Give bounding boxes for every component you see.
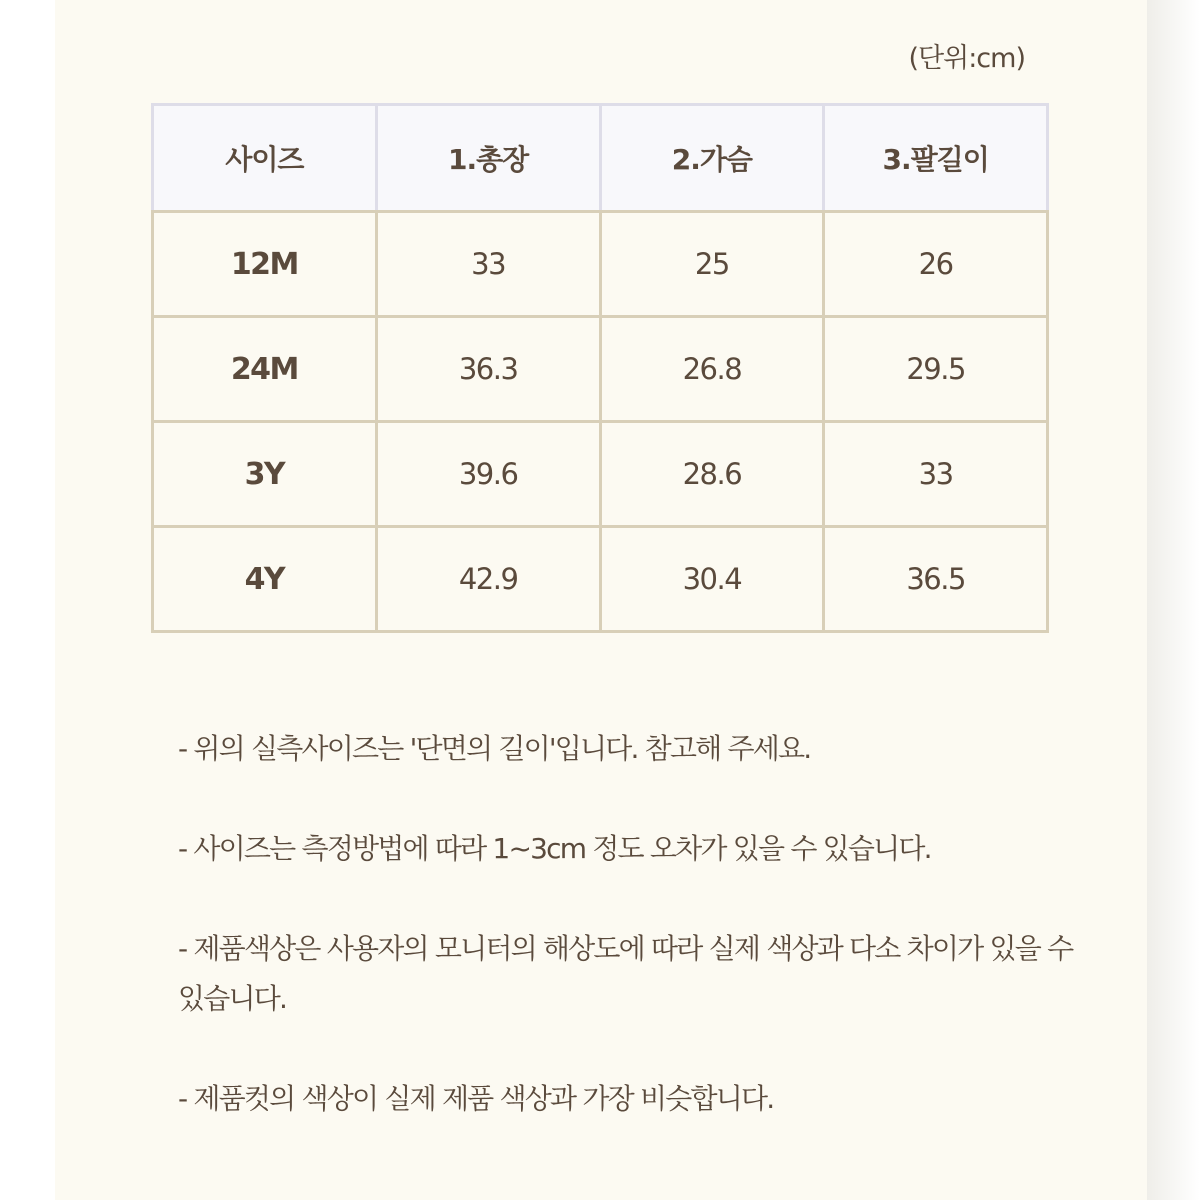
size-cell: 4Y [153, 527, 377, 632]
note-monitor-color: - 제품색상은 사용자의 모니터의 해상도에 따라 실제 색상과 다소 차이가 있을 수 있습니다. [178, 932, 1073, 1015]
chest-cell: 26.8 [600, 317, 824, 422]
total-length-cell: 39.6 [376, 422, 600, 527]
header-sleeve-length: 3.팔길이 [824, 105, 1048, 212]
table-row [153, 422, 1048, 527]
edge-shadow [1147, 0, 1200, 1200]
chest-cell: 25 [600, 212, 824, 317]
total-length-cell: 42.9 [376, 527, 600, 632]
note-tolerance: - 사이즈는 측정방법에 따라 1~3cm 정도 오차가 있을 수 있습니다. [178, 832, 931, 865]
table-row [153, 212, 1048, 317]
total-length-cell: 33 [376, 212, 600, 317]
size-cell: 3Y [153, 422, 377, 527]
size-cell: 12M [153, 212, 377, 317]
unit-label: (단위:cm) [908, 43, 1025, 74]
header-chest: 2.가슴 [600, 105, 824, 212]
table-header-row [153, 105, 1048, 212]
chest-cell: 30.4 [600, 527, 824, 632]
sleeve-length-cell: 26 [824, 212, 1048, 317]
note-measurement: - 위의 실측사이즈는 '단면의 길이'입니다. 참고해 주세요. [178, 732, 811, 765]
sleeve-length-cell: 36.5 [824, 527, 1048, 632]
total-length-cell: 36.3 [376, 317, 600, 422]
chest-cell: 28.6 [600, 422, 824, 527]
sleeve-length-cell: 33 [824, 422, 1048, 527]
notes-list [178, 724, 1078, 1174]
header-total-length: 1.총장 [376, 105, 600, 212]
sleeve-length-cell: 29.5 [824, 317, 1048, 422]
table-row [153, 317, 1048, 422]
header-size: 사이즈 [153, 105, 377, 212]
size-cell: 24M [153, 317, 377, 422]
note-product-cut: - 제품컷의 색상이 실제 제품 색상과 가장 비슷합니다. [178, 1082, 774, 1115]
size-table [151, 103, 1049, 633]
table-row [153, 527, 1048, 632]
